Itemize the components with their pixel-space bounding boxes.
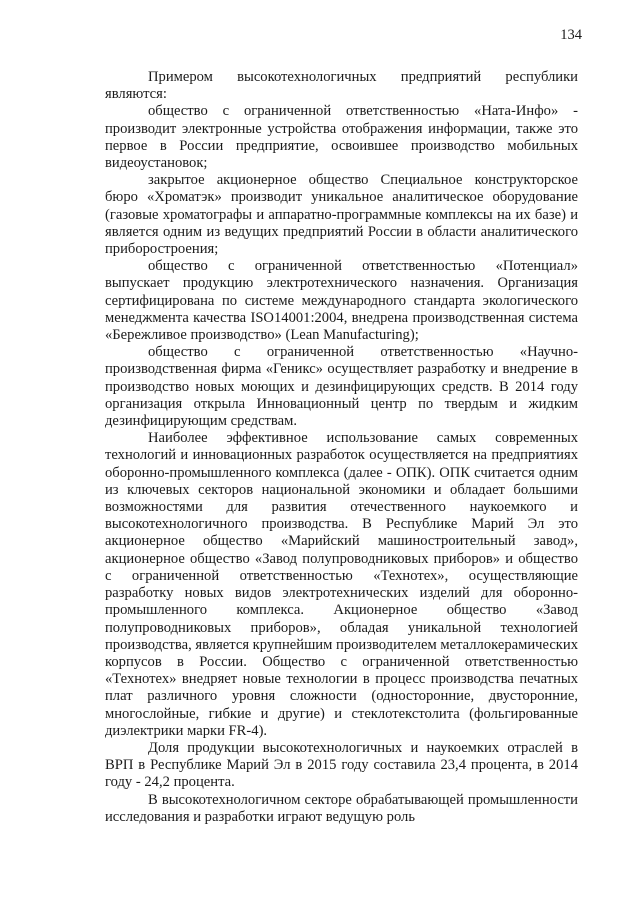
paragraph-intro: Примером высокотехнологичных предприятий республики являются:	[105, 69, 578, 103]
paragraph-vrp-share: Доля продукции высокотехнологичных и наукоемких отраслей в ВРП в Республике Марий Эл в 2015 году составила 23,4 процента, в 2014 году - 24,2 процента.	[105, 739, 578, 791]
document-body	[105, 69, 578, 826]
paragraph-high-tech-sector: В высокотехнологичном секторе обрабатывающей промышленности исследования и разработки играют ведущую роль	[105, 791, 578, 825]
paragraph-geniks: общество с ограниченной ответственностью «Научно-производственная фирма «Геникс» осуществляет разработку и внедрение в производство новых моющих и дезинфицирующих средств. В 2014 году организация открыла Инновационный центр по твердым и жидким дезинфицирующим средствам.	[105, 344, 578, 430]
page-number: 134	[560, 27, 582, 43]
paragraph-khromatek: закрытое акционерное общество Специальное конструкторское бюро «Хроматэк» производит уникальное аналитическое оборудование (газовые хроматографы и аппаратно-программные комплексы на их базе) и является одним из ведущих предприятий России в области аналитического приборостроения;	[105, 172, 578, 258]
paragraph-nata-info: общество с ограниченной ответственностью «Ната-Инфо» - производит электронные устройства отображения информации, также это первое в России предприятие, освоившее производство мобильных видеоустановок;	[105, 103, 578, 172]
paragraph-opk: Наиболее эффективное использование самых современных технологий и инновационных разработок осуществляется на предприятиях оборонно-промышленного комплекса (далее - ОПК). ОПК считается одним из ключевых секторов национальной экономики и обладает большими возможностями для развития отечественного наукоемкого и высокотехнологичного производства. В Республике Марий Эл это акционерное общество «Марийский машиностроительный завод», акционерное общество «Завод полупроводниковых приборов» и общество с ограниченной ответственностью «Технотех», осуществляющие разработку новых видов электротехнических изделий для оборонно-промышленного комплекса. Акционерное общество «Завод полупроводниковых приборов», обладая уникальной технологией производства, является крупнейшим производителем металлокерамических корпусов в России. Общество с ограниченной ответственностью «Технотех» внедряет новые технологии в процесс производства печатных плат различного уровня сложности (односторонние, двусторонние, многослойные, гибкие и другие) и стеклотекстолита (фольгированные диэлектрики марки FR-4).	[105, 430, 578, 739]
paragraph-potentsial: общество с ограниченной ответственностью «Потенциал» выпускает продукцию электротехнического назначения. Организация сертифицирована по системе международного стандарта экологического менеджмента качества ISO14001:2004, внедрена производственная система «Бережливое производство» (Lean Manufacturing);	[105, 258, 578, 344]
